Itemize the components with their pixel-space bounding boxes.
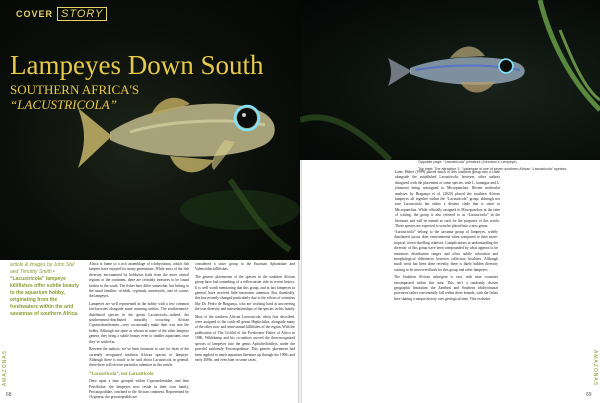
page-gutter bbox=[298, 0, 302, 403]
lampeye-fish-illustration bbox=[0, 0, 300, 260]
paragraph: considered a sister group to the Eurasian Aphaniidae and Valenciidae killifishes. bbox=[195, 262, 295, 272]
section-tag bbox=[16, 8, 107, 20]
katangae-fish-illustration bbox=[300, 0, 600, 160]
lead-text: • “Lacustricola” lampeye killifishes offer subtle beauty to the aquarium hobby, originating from the freshwaters within the arid savannas of southern Africa. bbox=[10, 269, 79, 317]
paragraph: Africa is home to a rich assemblage of ichthyofauna, which fish keepers have enjoyed for many generations. While most of the fish diversity encountered by hobbyists hails from the more central regions of the continent, there are certainly treasures to be found further to the south. The fishes here differ somewhat, but belong to the usual families: cichlids, cyprinids, mormyrids, and of course, the lampeyes. bbox=[89, 262, 189, 299]
text-column-2 bbox=[195, 262, 295, 365]
fish-photo-katangae bbox=[300, 0, 600, 160]
article-subtitle bbox=[10, 82, 139, 112]
side-label-right: AMAZONAS bbox=[592, 350, 598, 387]
section-tag-cover: COVER bbox=[16, 9, 54, 19]
page-number-left: 68 bbox=[6, 392, 12, 398]
article-lead bbox=[10, 262, 82, 318]
page-number-right: 69 bbox=[586, 392, 592, 398]
caption-line-1: Opposite page: “Lacustricola” johnstoni (Johnston’s Lampeye). bbox=[418, 160, 518, 164]
byline: article & images by John Stel and Timothy Smith bbox=[10, 262, 75, 275]
paragraph: Between the authors, we’ve been fortunate to care for three of the currently recognized southern African species of lampeye. Although there is much to be said about Lacustricola in general, these three will receive particular attention in this article. bbox=[89, 347, 189, 368]
paragraph: “Lacustricola” belong to the savanna group of lampeyes, widely distributed across drier environments when compared to their more-tropical, forest-dwelling relatives. Complications to understanding the diversity of this group have been compounded by what appears to be enormous distribution ranges and often subtle coloration and morphological differences between collection localities. Although much work has been done recently, there is likely hidden diversity waiting to be uncovered both for this group and other lampeyes. bbox=[394, 230, 498, 272]
paragraph: Lampeyes are well represented in the hobby with a few common fan-favorites alongside some stunning rarities. The southernmost-distributed species in the genus Lacustricola—indeed, the southernmost-distributed naturally occurring African Cyprinodontiformes—very occasionally make their way into the hobby. Although not quite as vibrant as some of the other lampeye genera, they bring a subtle beauty even to smaller aquariums once they’ve settled in. bbox=[89, 301, 189, 344]
caption-line-2: Top inset: The attractive “L.” katangae is one of seven southern African “Lacustricola” species. bbox=[418, 167, 568, 171]
section-tag-story: STORY bbox=[57, 7, 107, 21]
paragraph: The Southern African subregion is vast, with nine countries encompassed within this area. This isn’t a randomly chosen geographic limitation: the Zambezi and Southern ichthyofaunal provinces rather conveniently fall within these bounds, with the fishes here sharing a unique history over geological time. This excludes bbox=[394, 275, 498, 301]
paragraph: The generic placements of the species in the southern African group have had something of a rollercoaster ride in recent history. It is well worth mentioning that this group, and in fact lampeyes in general, have received little taxonomic attention. But, thankfully, this has recently changed particularly due to the efforts of scientists like Dr. Pedro de Bragança, who are working hard at uncovering the true diversity and interrelationships of the species in this family. bbox=[195, 274, 296, 312]
subheading: “Lacustricola”, not Lacustricola bbox=[89, 371, 154, 377]
article-title: Lampeyes Down South bbox=[10, 50, 264, 80]
side-label-left: AMAZONAS bbox=[2, 350, 8, 387]
text-column-4 bbox=[394, 230, 498, 304]
fish-photo-johnstoni bbox=[0, 0, 300, 260]
subtitle-line-1: SOUTHERN AFRICA'S bbox=[10, 82, 140, 97]
text-column-3 bbox=[395, 170, 500, 231]
subtitle-line-2: “LACUSTRICOLA” bbox=[10, 97, 117, 112]
paragraph: Later, Huber (1999) placed much of this southern group into a clade alongside the established Lacustricola; however, other authors disagreed with the placement of some species, with L. katangae and L. johnstoni being reassigned to Micropanchax. Recent molecular analyses by Bragança et al. (2020) placed the southern African lampeyes all together within the “Lacustricola” group; although not true Lacustricola but rather a distinct clade that is sister to Micropanchax. While officially assigned to Micropanchax at the time of writing, the group is also referred to as “Lacustricola” in the literature and will be named as such for the purposes of this article. These species are expected to soon be placed into a new genus. bbox=[395, 170, 500, 229]
paragraph: Most of the southern African Lacustricola, when first described, were assigned to the catch-all genus Haplochilus, alongside many of the other non- and semi-annual killifishes of the region. With the publication of The Cichlid of the Freshwater Fishes of Africa in 1986, Wildekamp and his co-authors moved the then-recognized species of lampeyes into the genus Aplocheilichthys, under the poecilid subfamily Procatopodinae. This generic placement had been applied to much aquarium literature up through the 1990s and early 2000s, and even later in some cases. bbox=[195, 314, 295, 362]
paragraph: Once upon a time grouped within Cyprinodontidae, and then Poeciliidae, the lampeyes now reside in their own family, Procatopodidae, confined to the African continent. Represented by 16 genera, the procatopodids are bbox=[89, 379, 189, 400]
text-column-1 bbox=[89, 262, 189, 403]
